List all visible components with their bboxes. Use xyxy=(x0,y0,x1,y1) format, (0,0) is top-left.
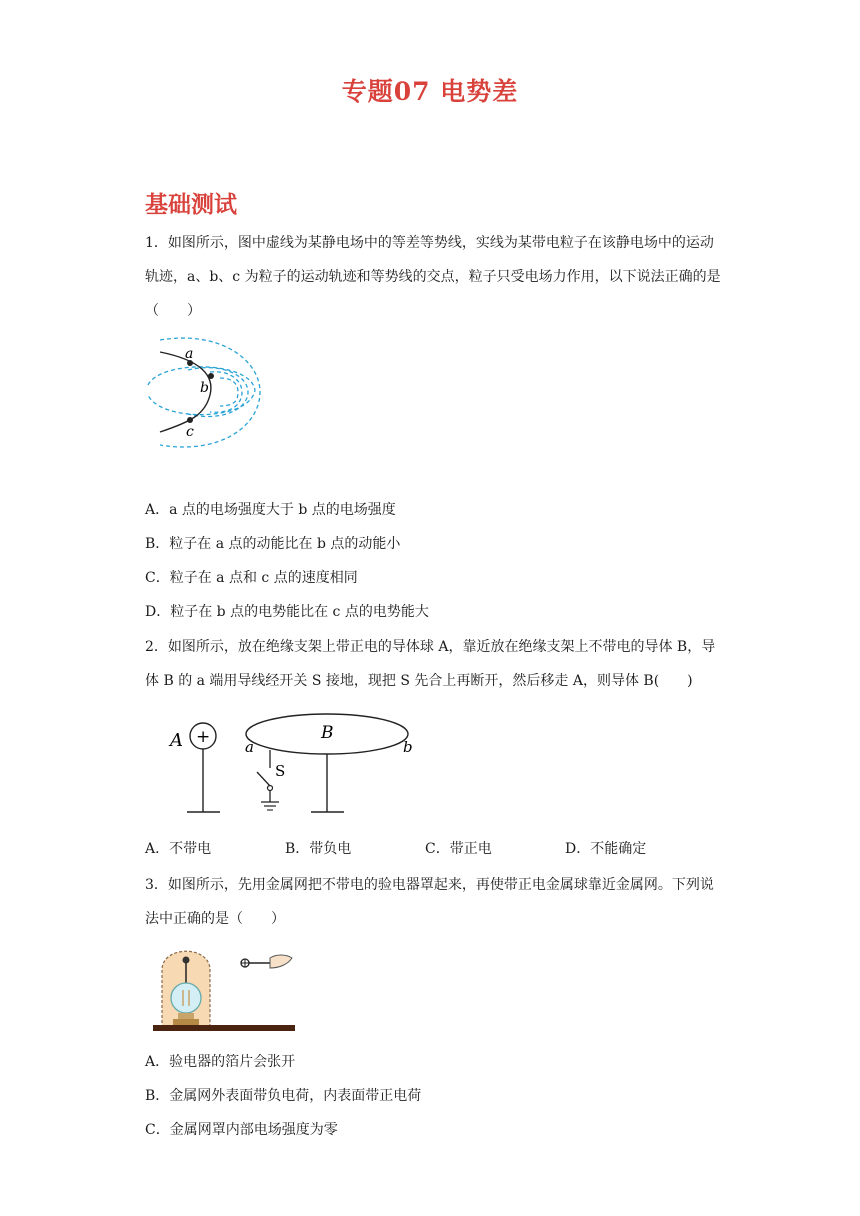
question-2-option-d: D．不能确定 xyxy=(565,841,647,857)
question-2-option-b: B．带负电 xyxy=(285,841,352,857)
question-1-figure xyxy=(140,330,270,460)
question-2-option-c: C．带正电 xyxy=(425,841,492,857)
section-heading: 基础测试 xyxy=(145,191,237,218)
label-switch-s: S xyxy=(275,762,286,780)
label-a: a xyxy=(185,346,194,362)
question-1-stem: 1．如图所示，图中虚线为某静电场中的等差等势线，实线为某带电粒子在该静电场中的运动轨迹，a、b、c 为粒子的运动轨迹和等势线的交点，粒子只受电场力作用，以下说法正确的是（ ） xyxy=(145,235,721,319)
question-3-stem: 3．如图所示，先用金属网把不带电的验电器罩起来，再使带正电金属球靠近金属网。下列说法中正确的是（ ） xyxy=(145,877,714,927)
page-title: 专题07 电势差 xyxy=(341,77,519,106)
question-2-options xyxy=(145,838,705,858)
question-3-figure xyxy=(150,940,300,1035)
label-conductor-b: B xyxy=(321,723,334,743)
question-1-option-a: A．a 点的电场强度大于 b 点的电场强度 xyxy=(145,502,396,518)
question-3-option-c: C．金属网罩内部电场强度为零 xyxy=(145,1122,338,1138)
question-3-option-b: B．金属网外表面带负电荷，内表面带正电荷 xyxy=(145,1088,422,1104)
plus-sign: + xyxy=(196,727,211,747)
question-1-option-b: B．粒子在 a 点的动能比在 b 点的动能小 xyxy=(145,536,401,552)
label-b: b xyxy=(200,380,209,396)
question-3-option-a: A．验电器的箔片会张开 xyxy=(145,1054,296,1070)
question-1-option-c: C．粒子在 a 点和 c 点的速度相同 xyxy=(145,570,358,586)
question-2-option-a: A．不带电 xyxy=(145,841,212,857)
question-1-option-d: D．粒子在 b 点的电势能比在 c 点的电势能大 xyxy=(145,604,429,620)
label-c: c xyxy=(186,424,194,440)
label-end-a: a xyxy=(245,738,254,756)
label-end-b: b xyxy=(403,738,413,756)
question-2-stem: 2．如图所示，放在绝缘支架上带正电的导体球 A，靠近放在绝缘支架上不带电的导体 B，导体 B 的 a 端用导线经开关 S 接地，现把 S 先合上再断开，然后移走 A，则导体 B( ) xyxy=(145,639,716,689)
label-ball-a: A xyxy=(170,730,183,751)
question-2-figure xyxy=(165,710,425,820)
